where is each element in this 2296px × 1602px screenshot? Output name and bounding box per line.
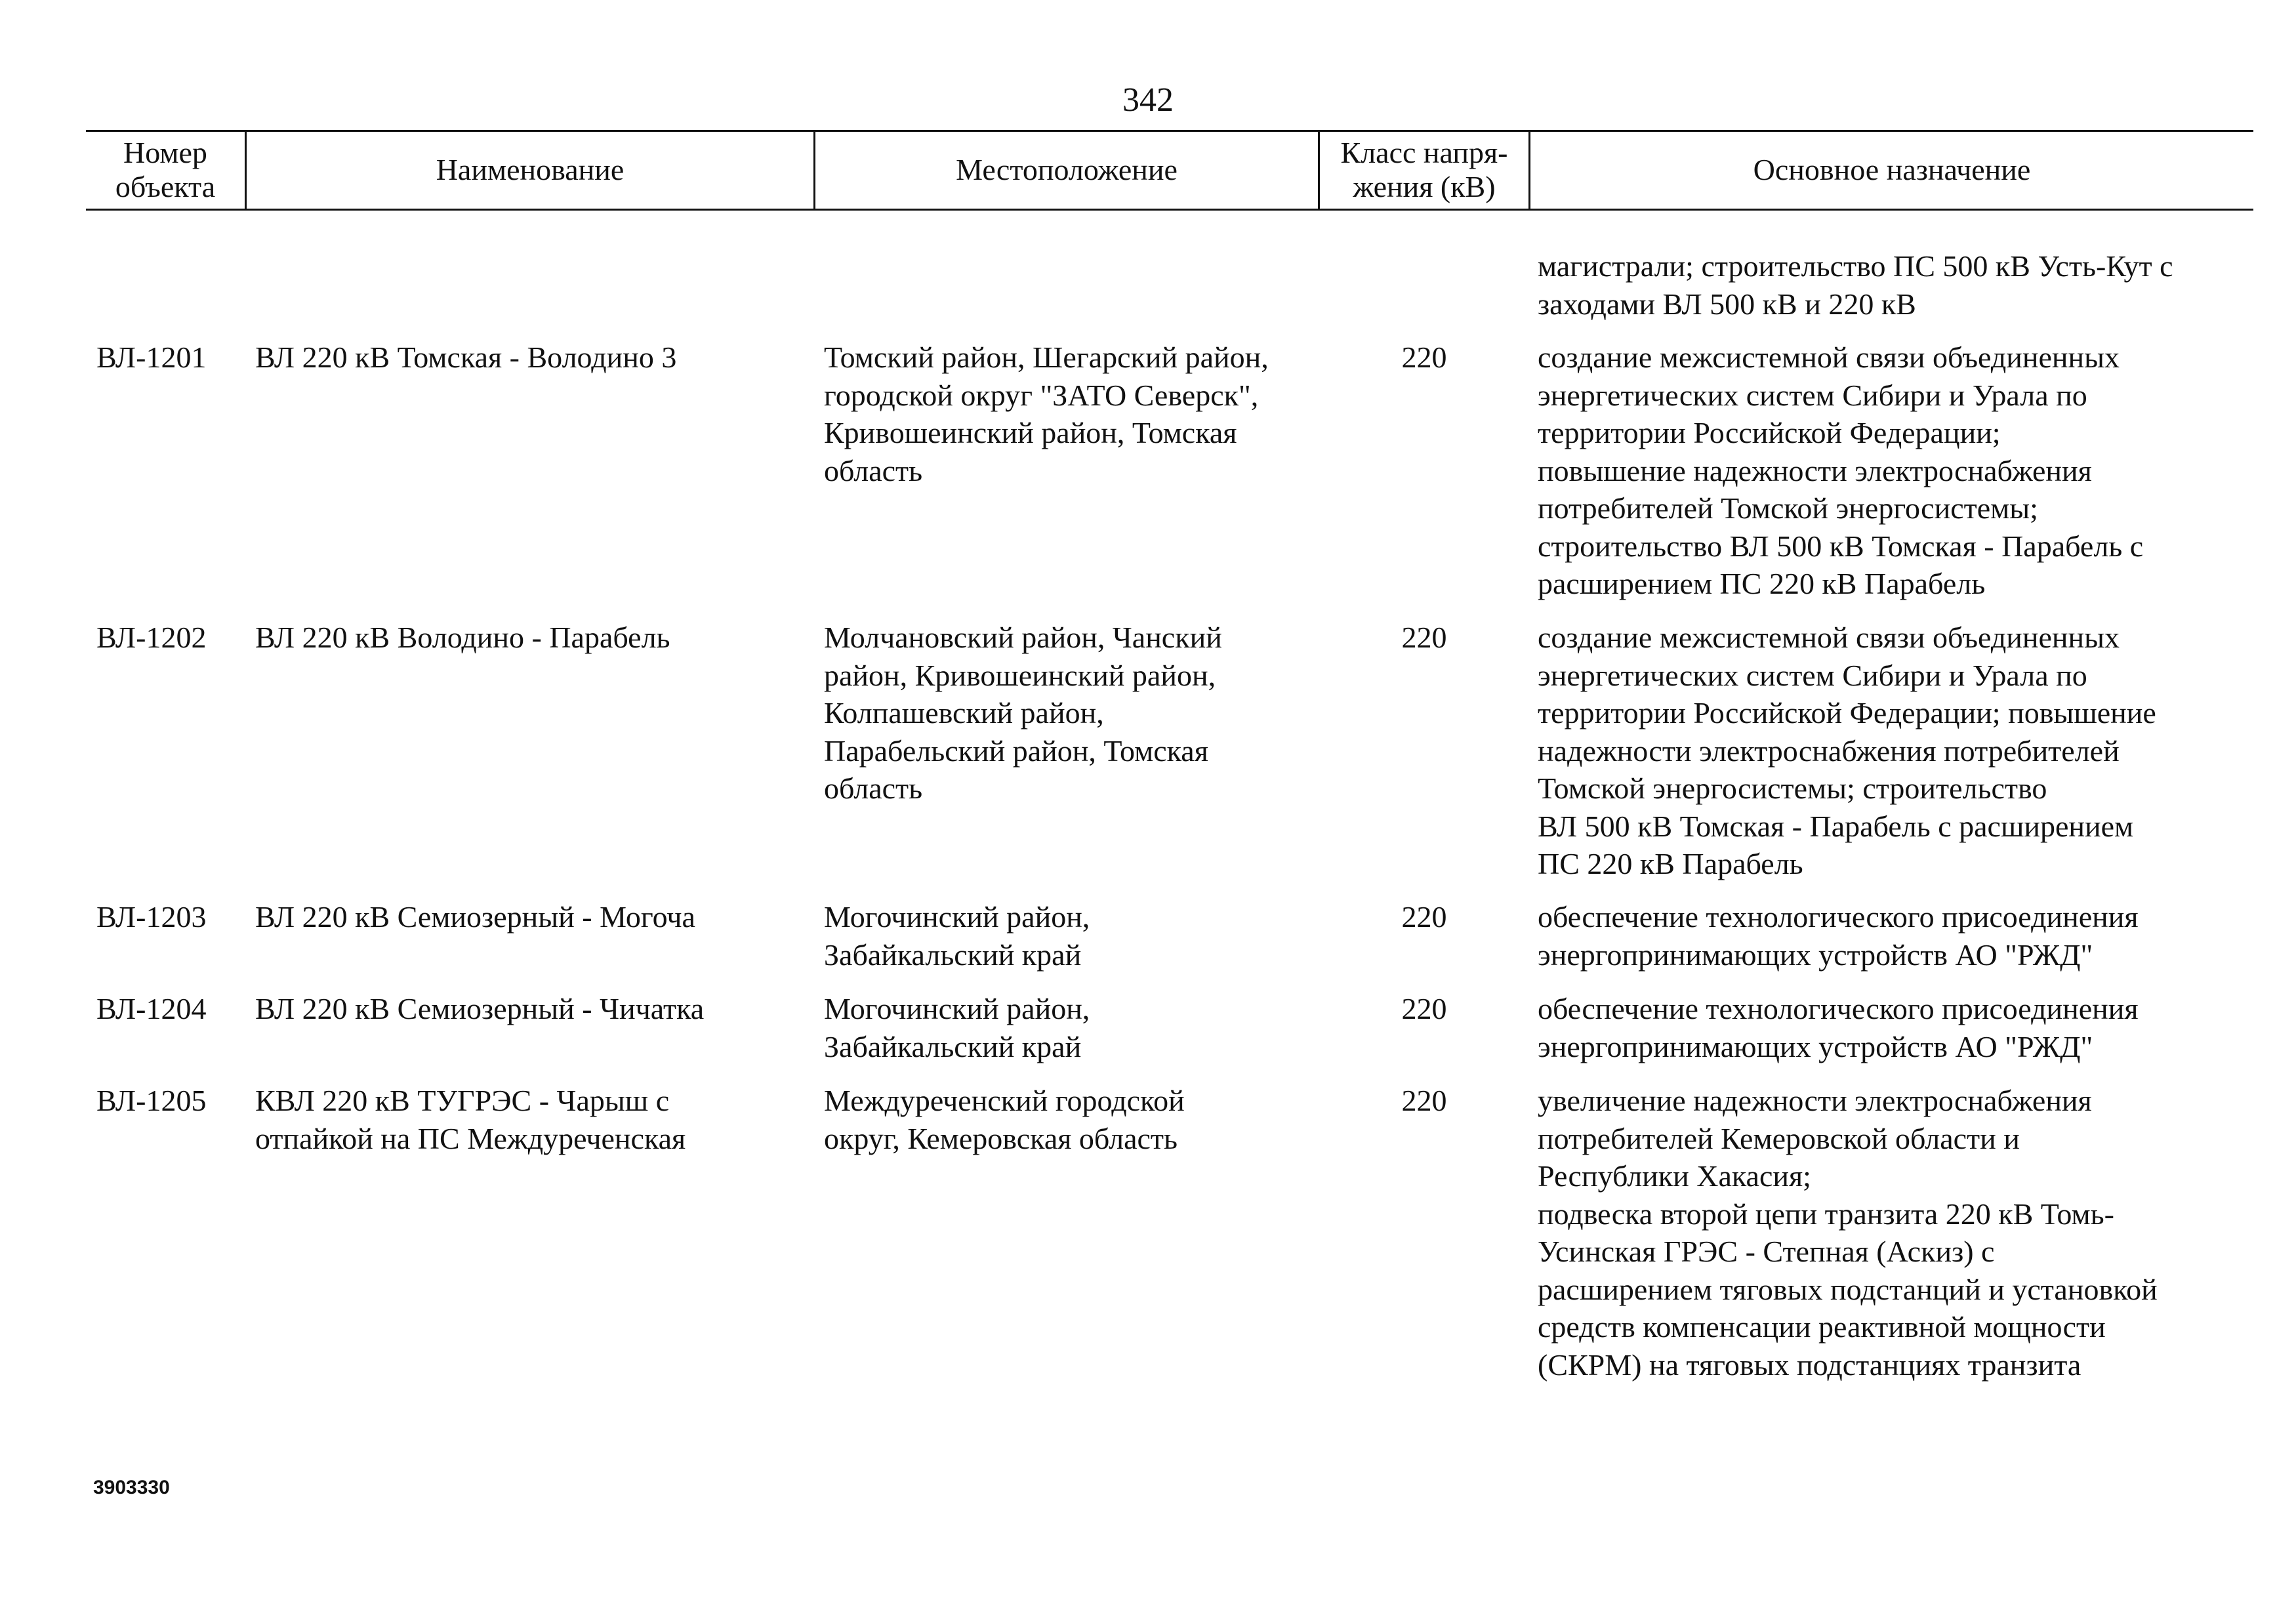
object-name xyxy=(255,619,670,657)
location-line: Парабельский район, Томская xyxy=(824,733,1208,768)
purpose-line: энергопринимающих устройств АО "РЖД" xyxy=(1538,1029,2093,1063)
purpose-line: повышение надежности электроснабжения xyxy=(1538,453,2092,487)
location-cell xyxy=(824,898,1090,974)
purpose-line: потребителей Томской энергосистемы; xyxy=(1538,491,2038,525)
header-purpose-label: Основное назначение xyxy=(1753,153,2031,186)
purpose-line: Усинская ГРЭС - Степная (Аскиз) с xyxy=(1538,1235,1995,1268)
location-line: Забайкальский край xyxy=(824,937,1082,972)
location-line: Могочинский район, xyxy=(824,992,1090,1025)
voltage-cell: 220 xyxy=(1401,992,1447,1025)
purpose-line: надежности электроснабжения потребителей xyxy=(1538,733,2120,768)
object-name xyxy=(255,898,695,936)
object-number: ВЛ-1205 xyxy=(96,1084,207,1117)
purpose-line: увеличение надежности электроснабжения xyxy=(1538,1084,2092,1117)
purpose-line: потребителей Кемеровской области и xyxy=(1538,1121,2020,1155)
header-name xyxy=(247,131,813,209)
object-number: ВЛ-1204 xyxy=(96,992,207,1025)
header-purpose xyxy=(1530,131,2253,209)
location-line: Колпашевский район, xyxy=(824,696,1104,729)
purpose-line: средств компенсации реактивной мощности xyxy=(1538,1310,2106,1344)
location-cell xyxy=(824,1082,1185,1157)
location-line: область xyxy=(824,453,923,487)
name-line: отпайкой на ПС Междуреченская xyxy=(255,1121,686,1155)
header-location xyxy=(815,131,1318,209)
voltage-cell: 220 xyxy=(1401,621,1447,654)
header-voltage-line: жения (кВ) xyxy=(1353,170,1496,203)
name-line: ВЛ 220 кВ Володино - Парабель xyxy=(255,621,670,654)
purpose-line: ПС 220 кВ Парабель xyxy=(1538,847,1803,880)
purpose-line: расширением ПС 220 кВ Парабель xyxy=(1538,567,1986,600)
purpose-line: обеспечение технологического присоединения xyxy=(1538,992,2139,1025)
location-line: Молчановский район, Чанский xyxy=(824,621,1222,654)
voltage-cell: 220 xyxy=(1401,900,1447,934)
location-line: Забайкальский край xyxy=(824,1029,1082,1063)
purpose-line: энергетических систем Сибири и Урала по xyxy=(1538,378,2087,412)
object-number: ВЛ-1203 xyxy=(96,900,207,934)
location-cell xyxy=(824,339,1269,489)
location-line: Междуреченский городской xyxy=(824,1084,1185,1117)
purpose-line: подвеска второй цепи транзита 220 кВ Томь- xyxy=(1538,1197,2114,1231)
header-voltage-line: Класс напря- xyxy=(1340,136,1508,169)
purpose-line: территории Российской Федерации; xyxy=(1538,416,2001,449)
object-name xyxy=(255,339,676,377)
purpose-line: ВЛ 500 кВ Томская - Парабель с расширением xyxy=(1538,809,2134,843)
location-line: Томский район, Шегарский район, xyxy=(824,340,1269,374)
purpose-cell xyxy=(1538,339,2143,603)
object-number: ВЛ-1202 xyxy=(96,621,207,654)
purpose-line: расширением тяговых подстанций и установкой xyxy=(1538,1272,2158,1306)
purpose-line: обеспечение технологического присоединения xyxy=(1538,900,2139,934)
name-line: ВЛ 220 кВ Томская - Володино 3 xyxy=(255,340,677,374)
location-line: округ, Кемеровская область xyxy=(824,1121,1178,1155)
purpose-line: заходами ВЛ 500 кВ и 220 кВ xyxy=(1538,287,1916,321)
header-voltage xyxy=(1320,131,1528,209)
location-line: городской округ "ЗАТО Северск", xyxy=(824,378,1259,412)
name-line: КВЛ 220 кВ ТУГРЭС - Чарыш с xyxy=(255,1084,670,1117)
purpose-line: создание межсистемной связи объединенных xyxy=(1538,340,2120,374)
name-line: ВЛ 220 кВ Семиозерный - Могоча xyxy=(255,900,695,934)
table-header-bottom-rule xyxy=(86,209,2253,211)
location-line: Кривошеинский район, Томская xyxy=(824,416,1237,449)
voltage-cell: 220 xyxy=(1401,340,1447,374)
purpose-line: территории Российской Федерации; повышение xyxy=(1538,696,2156,729)
purpose-cell xyxy=(1538,898,2139,974)
location-cell xyxy=(824,990,1090,1065)
purpose-line: (СКРМ) на тяговых подстанциях транзита xyxy=(1538,1347,2081,1382)
purpose-line: Томской энергосистемы; строительство xyxy=(1538,771,2047,805)
location-line: Могочинский район, xyxy=(824,900,1090,934)
purpose-cell xyxy=(1538,247,2173,323)
purpose-cell xyxy=(1538,990,2139,1065)
location-line: район, Кривошеинский район, xyxy=(824,658,1216,692)
purpose-cell xyxy=(1538,1082,2158,1384)
object-number: ВЛ-1201 xyxy=(96,340,207,374)
location-line: область xyxy=(824,771,923,805)
purpose-cell xyxy=(1538,619,2156,883)
purpose-line: магистрали; строительство ПС 500 кВ Усть-Кут с xyxy=(1538,249,2173,283)
header-number xyxy=(86,131,245,209)
purpose-line: энергетических систем Сибири и Урала по xyxy=(1538,658,2087,692)
purpose-line: Республики Хакасия; xyxy=(1538,1159,1811,1193)
header-location-label: Местоположение xyxy=(956,153,1178,186)
object-name xyxy=(255,1082,686,1157)
header-number-line: Номер xyxy=(123,136,207,169)
object-name xyxy=(255,990,704,1028)
header-number-line: объекта xyxy=(115,170,216,203)
header-name-label: Наименование xyxy=(436,153,625,186)
page-number: 342 xyxy=(1122,81,1174,119)
location-cell xyxy=(824,619,1222,808)
name-line: ВЛ 220 кВ Семиозерный - Чичатка xyxy=(255,992,705,1025)
footer-code: 3903330 xyxy=(93,1477,170,1498)
purpose-line: строительство ВЛ 500 кВ Томская - Парабель с xyxy=(1538,529,2144,563)
purpose-line: энергопринимающих устройств АО "РЖД" xyxy=(1538,937,2093,972)
voltage-cell: 220 xyxy=(1401,1084,1447,1117)
purpose-line: создание межсистемной связи объединенных xyxy=(1538,621,2120,654)
